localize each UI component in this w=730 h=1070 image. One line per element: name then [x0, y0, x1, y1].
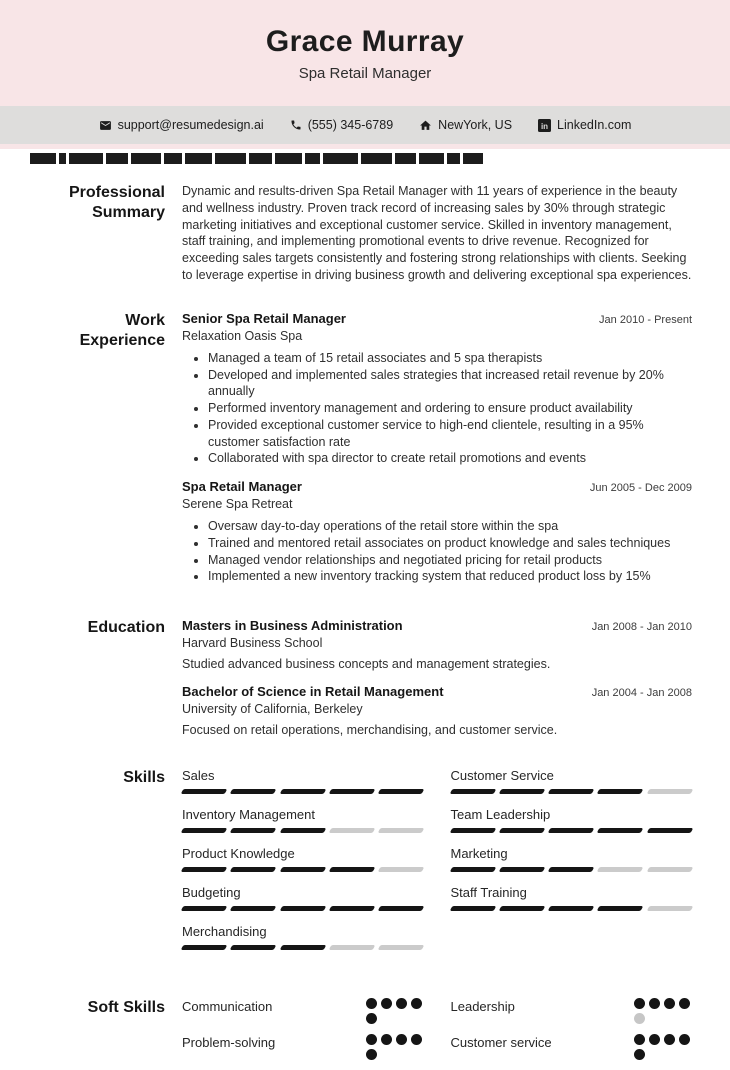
skill-bar-segment	[279, 828, 326, 833]
soft-skill-label: Leadership	[450, 999, 515, 1015]
resume-body	[0, 183, 730, 1070]
skill-label: Inventory Management	[182, 807, 315, 823]
contact-email	[99, 118, 264, 132]
skill-dot	[649, 998, 660, 1009]
skill-dot	[634, 1049, 645, 1060]
skill-bar-segment	[449, 828, 496, 833]
contact-location-text: NewYork, US	[438, 118, 513, 132]
skill-bar-segment	[597, 867, 644, 872]
skill-dot	[679, 1034, 690, 1045]
education-description: Studied advanced business concepts and management strategies.	[182, 657, 551, 672]
skill-bar-segment	[329, 906, 376, 911]
skill-level-bar	[182, 945, 424, 950]
linkedin-icon	[538, 119, 551, 132]
redacted-segment	[185, 153, 212, 164]
skill-bar-segment	[378, 789, 425, 794]
skill-dot	[381, 998, 392, 1009]
section-heading-education: Education	[87, 619, 165, 637]
job-dates: Jan 2010 - Present	[599, 313, 692, 326]
job-bullet-list	[182, 350, 692, 467]
job-entry	[182, 311, 692, 467]
skill-bar-segment	[329, 828, 376, 833]
job-bullet: • Collaborated with spa director to create retail promotions and events	[208, 450, 692, 467]
redacted-segment	[59, 153, 66, 164]
skill-bar-segment	[646, 906, 693, 911]
skill-dot	[366, 998, 377, 1009]
skill-item	[451, 768, 693, 794]
skill-bar-segment	[449, 789, 496, 794]
skill-level-bar	[182, 828, 424, 833]
skill-bar-segment	[181, 945, 228, 950]
section-skills	[60, 768, 692, 963]
skill-item	[182, 885, 424, 911]
school-name: University of California, Berkeley	[182, 702, 363, 717]
skill-level-bar	[451, 789, 693, 794]
job-bullet: • Managed a team of 15 retail associates and 5 spa therapists	[208, 350, 692, 367]
section-heading-summary: Professional Summary	[68, 184, 165, 221]
skill-bar-segment	[498, 828, 545, 833]
school-name: Harvard Business School	[182, 636, 323, 651]
skill-bar-segment	[548, 867, 595, 872]
contact-location	[419, 118, 512, 132]
skill-level-bar	[182, 867, 424, 872]
contact-linkedin-text: LinkedIn.com	[557, 118, 632, 132]
skill-bar-segment	[646, 828, 693, 833]
skill-label: Customer Service	[450, 768, 554, 784]
skill-bar-segment	[449, 867, 496, 872]
skill-label: Staff Training	[450, 885, 527, 901]
job-title: Senior Spa Retail Manager	[182, 310, 346, 326]
redacted-segment	[323, 153, 358, 164]
skill-bar-segment	[279, 906, 326, 911]
skill-dot	[381, 1034, 392, 1045]
job-title: Spa Retail Manager	[182, 479, 302, 495]
skill-bar-segment	[378, 906, 425, 911]
soft-skill-dots	[634, 1034, 692, 1060]
skill-label: Marketing	[450, 846, 508, 862]
skill-dot	[634, 1013, 645, 1024]
soft-skill-label: Communication	[182, 999, 273, 1015]
skill-dot	[366, 1034, 377, 1045]
redacted-segment	[69, 153, 103, 164]
education-dates: Jan 2008 - Jan 2010	[591, 621, 692, 634]
skill-bar-segment	[329, 867, 376, 872]
education-dates: Jan 2004 - Jan 2008	[591, 687, 692, 700]
soft-skill-label: Customer service	[450, 1035, 552, 1051]
job-bullet: • Managed vendor relationships and negotiated pricing for retail products	[208, 552, 692, 569]
degree-title: Masters in Business Administration	[182, 618, 403, 634]
soft-skill-item	[182, 1034, 424, 1061]
skill-bar-segment	[279, 945, 326, 950]
skill-bar-segment	[646, 789, 693, 794]
soft-skill-dots	[634, 998, 692, 1024]
summary-text: Dynamic and results-driven Spa Retail Manager with 11 years of experience in the beauty and wellness industry. Proven track record of increasing sales by 30% through strategic marketing initiatives and exceptional customer service. Skilled in inventory management, staff training, and implementing promotional events to drive revenue. Recognized for exceeding sales targets consistently and fostering strong relationships with clients. Seeking to leverage expertise in driving business growth and delivering exceptional spa experiences.	[182, 184, 692, 283]
skill-dot	[664, 998, 675, 1009]
job-bullet: • Oversaw day-to-day operations of the retail store within the spa	[208, 518, 692, 535]
job-company: Relaxation Oasis Spa	[182, 328, 303, 343]
redacted-segment	[361, 153, 392, 164]
education-entry	[182, 684, 692, 737]
contact-phone	[290, 118, 393, 132]
skill-bar-segment	[597, 789, 644, 794]
skill-level-bar	[451, 867, 693, 872]
redacted-segment	[463, 153, 483, 164]
redacted-segment	[249, 153, 272, 164]
redacted-segment	[30, 153, 56, 164]
skill-item	[451, 807, 693, 833]
skill-bar-segment	[498, 789, 545, 794]
skill-bar-segment	[646, 867, 693, 872]
skill-bar-segment	[548, 789, 595, 794]
svg-text:in: in	[540, 121, 549, 131]
job-bullet-list	[182, 518, 692, 585]
education-entry	[182, 618, 692, 671]
redacted-segment	[106, 153, 128, 164]
skill-bar-segment	[548, 828, 595, 833]
skill-bar-segment	[181, 789, 228, 794]
soft-skill-dots	[366, 1034, 424, 1060]
skill-bar-segment	[378, 945, 425, 950]
job-company: Serene Spa Retreat	[182, 497, 293, 512]
section-heading-experience: Work Experience	[79, 311, 165, 349]
skill-label: Team Leadership	[450, 807, 551, 823]
skill-dot	[679, 998, 690, 1009]
skill-bar-segment	[329, 789, 376, 794]
skill-bar-segment	[329, 945, 376, 950]
job-bullet: • Implemented a new inventory tracking system that reduced product loss by 15%	[208, 568, 692, 585]
degree-title: Bachelor of Science in Retail Management	[182, 684, 444, 700]
education-description: Focused on retail operations, merchandising, and customer service.	[182, 723, 558, 738]
skill-dot	[396, 998, 407, 1009]
skill-bar-segment	[378, 867, 425, 872]
skill-item	[451, 885, 693, 911]
redacted-segment	[305, 153, 320, 164]
candidate-name: Grace Murray	[265, 25, 465, 58]
skill-dot	[411, 998, 422, 1009]
soft-skill-item	[182, 998, 424, 1025]
skill-bar-segment	[279, 789, 326, 794]
section-soft-skills	[60, 998, 692, 1070]
skill-bar-segment	[449, 906, 496, 911]
contact-bar	[0, 106, 730, 144]
skill-bar-segment	[279, 867, 326, 872]
header-accent-strip	[0, 144, 730, 149]
job-bullet: • Trained and mentored retail associates on product knowledge and sales techniques	[208, 535, 692, 552]
resume-header	[0, 0, 730, 106]
redacted-segment	[164, 153, 182, 164]
skill-bar-segment	[181, 828, 228, 833]
skill-bar-segment	[181, 906, 228, 911]
skill-label: Budgeting	[182, 885, 241, 901]
skill-item	[182, 924, 424, 950]
skill-bar-segment	[597, 906, 644, 911]
skill-dot	[664, 1034, 675, 1045]
redacted-segment	[215, 153, 246, 164]
redacted-segment	[275, 153, 302, 164]
redacted-segment	[131, 153, 161, 164]
soft-skills-grid	[182, 998, 692, 1070]
skill-level-bar	[451, 906, 693, 911]
redacted-bar	[30, 153, 730, 164]
skill-dot	[396, 1034, 407, 1045]
skill-bar-segment	[230, 906, 277, 911]
skill-bar-segment	[498, 867, 545, 872]
skill-item	[182, 807, 424, 833]
skill-bar-segment	[597, 828, 644, 833]
skill-level-bar	[182, 789, 424, 794]
skills-grid	[182, 768, 692, 963]
skill-dot	[366, 1049, 377, 1060]
skill-dot	[634, 1034, 645, 1045]
contact-email-text: support@resumedesign.ai	[117, 118, 264, 132]
candidate-job-title: Spa Retail Manager	[298, 64, 432, 82]
skill-bar-segment	[230, 789, 277, 794]
skill-bar-segment	[181, 867, 228, 872]
soft-skill-item	[451, 1034, 693, 1061]
skill-item	[182, 846, 424, 872]
section-work-experience	[60, 311, 692, 585]
contact-phone-text: (555) 345-6789	[307, 118, 394, 132]
section-heading-skills: Skills	[123, 769, 165, 787]
skill-bar-segment	[230, 828, 277, 833]
skill-dot	[411, 1034, 422, 1045]
home-icon	[419, 119, 432, 132]
skill-level-bar	[182, 906, 424, 911]
skill-bar-segment	[498, 906, 545, 911]
skill-bar-segment	[548, 906, 595, 911]
section-heading-soft-skills: Soft Skills	[87, 999, 165, 1017]
soft-skill-label: Problem-solving	[182, 1035, 276, 1051]
skill-item	[182, 768, 424, 794]
skill-label: Sales	[182, 768, 215, 784]
job-dates: Jun 2005 - Dec 2009	[589, 482, 692, 495]
redacted-segment	[447, 153, 460, 164]
skill-bar-segment	[230, 945, 277, 950]
skill-label: Merchandising	[182, 924, 267, 940]
redacted-segment	[419, 153, 444, 164]
phone-icon	[290, 119, 302, 131]
skill-bar-segment	[230, 867, 277, 872]
contact-linkedin	[538, 118, 631, 132]
job-entry	[182, 479, 692, 585]
skill-dot	[649, 1034, 660, 1045]
envelope-icon	[99, 119, 112, 132]
soft-skill-item	[451, 998, 693, 1025]
skill-label: Product Knowledge	[182, 846, 295, 862]
job-bullet: • Developed and implemented sales strategies that increased retail revenue by 20% annually	[208, 367, 692, 401]
skill-level-bar	[451, 828, 693, 833]
soft-skill-dots	[366, 998, 424, 1024]
redacted-segment	[395, 153, 416, 164]
skill-dot	[634, 998, 645, 1009]
section-professional-summary	[60, 183, 692, 284]
job-bullet: • Performed inventory management and ordering to ensure product availability	[208, 400, 692, 417]
skill-item	[451, 846, 693, 872]
section-education	[60, 618, 692, 737]
job-bullet: • Provided exceptional customer service to high-end clientele, resulting in a 95% customer satisfaction rate	[208, 417, 692, 451]
skill-bar-segment	[378, 828, 425, 833]
skill-dot	[366, 1013, 377, 1024]
